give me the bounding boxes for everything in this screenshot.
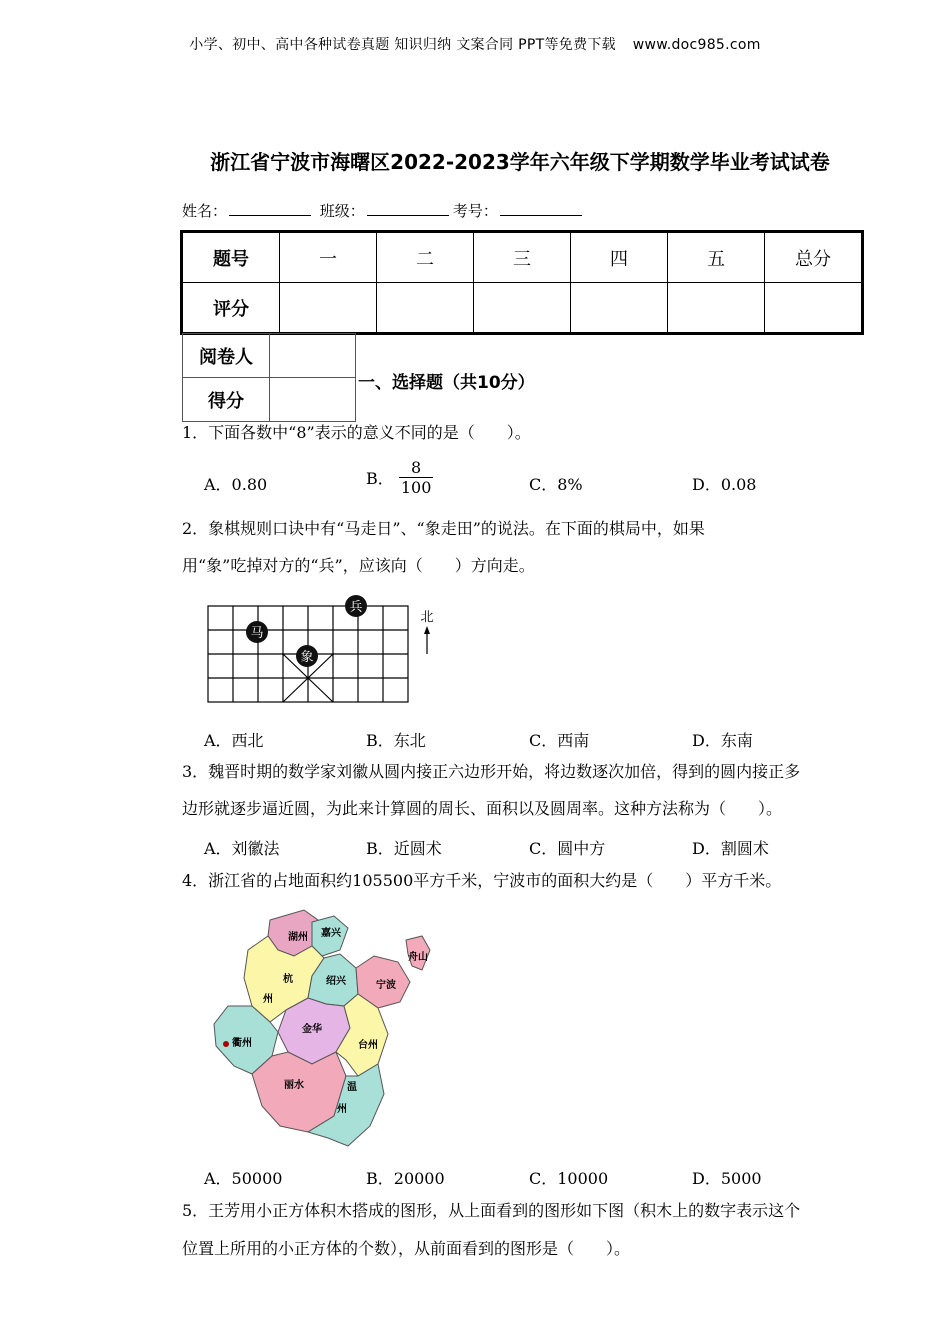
chess-board-figure <box>200 594 450 710</box>
q1-option-c: C．8% <box>529 475 583 494</box>
score-table-score-row <box>183 283 862 333</box>
score-header-cell: 总分 <box>765 233 862 283</box>
svg-text:衢州: 衢州 <box>232 1038 252 1049</box>
svg-text:舟山: 舟山 <box>408 952 428 963</box>
fraction-numerator: 8 <box>399 458 434 478</box>
class-label: 班级： <box>319 202 365 220</box>
question-3-line1: 3．魏晋时期的数学家刘徽从圆内接正六边形开始，将边数逐次加倍，得到的圆内接正多 <box>182 762 801 781</box>
svg-text:州: 州 <box>263 994 273 1005</box>
svg-text:嘉兴: 嘉兴 <box>321 928 341 939</box>
score-header-cell: 三 <box>474 233 571 283</box>
svg-text:湖州: 湖州 <box>288 932 308 943</box>
student-info <box>182 200 586 221</box>
svg-text:台州: 台州 <box>358 1040 378 1051</box>
fraction <box>399 458 434 497</box>
zhejiang-map <box>208 906 458 1152</box>
svg-text:丽水: 丽水 <box>284 1080 304 1091</box>
q4-option-d: D．5000 <box>692 1169 762 1188</box>
reviewer-table <box>182 333 356 422</box>
score-table-header-row <box>183 233 862 283</box>
svg-text:象: 象 <box>300 650 314 665</box>
svg-text:马: 马 <box>250 626 264 641</box>
exam-no-blank <box>500 201 582 216</box>
svg-text:温: 温 <box>347 1082 357 1093</box>
piece-xiang <box>296 645 318 667</box>
score-header-cell: 四 <box>571 233 668 283</box>
score-header-cell: 二 <box>377 233 474 283</box>
score-cell <box>474 283 571 333</box>
reviewer-label: 阅卷人 <box>183 334 270 378</box>
quzhou-city-dot <box>223 1041 229 1047</box>
score-cell <box>280 283 377 333</box>
score-header-cell: 五 <box>668 233 765 283</box>
question-1-stem: 1．下面各数中“8”表示的意义不同的是（ ）。 <box>182 423 531 442</box>
question-3-line2: 边形就逐步逼近圆，为此来计算圆的周长、面积以及圆周率。这种方法称为（ ）。 <box>182 799 783 818</box>
reviewer-score-cell <box>270 378 356 422</box>
piece-ma <box>246 621 268 643</box>
svg-text:州: 州 <box>337 1104 347 1115</box>
question-5-line2: 位置上所用的小正方体的个数），从前面看到的图形是（ ）。 <box>182 1239 631 1258</box>
svg-text:金华: 金华 <box>302 1024 322 1035</box>
north-arrow-icon <box>424 626 430 654</box>
q1-option-b-label: B． <box>366 469 394 488</box>
svg-text:宁波: 宁波 <box>376 980 396 991</box>
svg-text:绍兴: 绍兴 <box>326 976 346 987</box>
score-row-label: 评分 <box>183 283 280 333</box>
q2-option-d: D．东南 <box>692 731 753 750</box>
page-title: 浙江省宁波市海曙区2022-2023学年六年级下学期数学毕业考试试卷 <box>210 150 830 174</box>
question-5-line1: 5．王芳用小正方体积木搭成的图形，从上面看到的图形如下图（积木上的数字表示这个 <box>182 1201 801 1220</box>
q1-option-d: D．0.08 <box>692 475 757 494</box>
reviewer-cell <box>270 334 356 378</box>
svg-text:杭: 杭 <box>283 974 293 985</box>
score-cell <box>668 283 765 333</box>
header-text: 小学、初中、高中各种试卷真题 知识归纳 文案合同 PPT等免费下载 <box>189 37 616 53</box>
name-blank <box>229 201 311 216</box>
q4-option-a: A．50000 <box>204 1169 283 1188</box>
section-heading: 一、选择题（共10分） <box>358 373 535 393</box>
name-label: 姓名： <box>182 202 228 220</box>
q3-option-a: A．刘徽法 <box>204 839 280 858</box>
score-cell <box>571 283 668 333</box>
score-cell <box>377 283 474 333</box>
q4-option-c: C．10000 <box>529 1169 609 1188</box>
q3-option-d: D．割圆术 <box>692 839 769 858</box>
score-header-cell: 一 <box>280 233 377 283</box>
exam-no-label: 考号： <box>452 202 498 220</box>
question-2-line1: 2．象棋规则口诀中有“马走日”、“象走田”的说法。在下面的棋局中，如果 <box>182 519 705 538</box>
q1-option-b <box>366 458 433 497</box>
q2-option-b: B．东北 <box>366 731 426 750</box>
fraction-denominator: 100 <box>400 478 432 497</box>
piece-bing <box>345 595 367 617</box>
score-table <box>182 232 862 333</box>
question-4-stem: 4．浙江省的占地面积约105500平方千米，宁波市的面积大约是（ ）平方千米。 <box>182 871 782 890</box>
q3-option-b: B．近圆术 <box>366 839 442 858</box>
question-2-line2: 用“象”吃掉对方的“兵”，应该向（ ）方向走。 <box>182 556 535 575</box>
q2-option-a: A．西北 <box>204 731 264 750</box>
q2-option-c: C．西南 <box>529 731 590 750</box>
class-blank <box>367 201 449 216</box>
score-cell <box>765 283 862 333</box>
score-header-cell: 题号 <box>183 233 280 283</box>
reviewer-score-label: 得分 <box>183 378 270 422</box>
north-label: 北 <box>420 610 434 625</box>
page-header <box>0 34 950 54</box>
header-site[interactable]: www.doc985.com <box>632 37 761 53</box>
q3-option-c: C．圆中方 <box>529 839 606 858</box>
svg-text:兵: 兵 <box>349 600 363 615</box>
q1-option-a: A．0.80 <box>204 475 268 494</box>
q4-option-b: B．20000 <box>366 1169 445 1188</box>
